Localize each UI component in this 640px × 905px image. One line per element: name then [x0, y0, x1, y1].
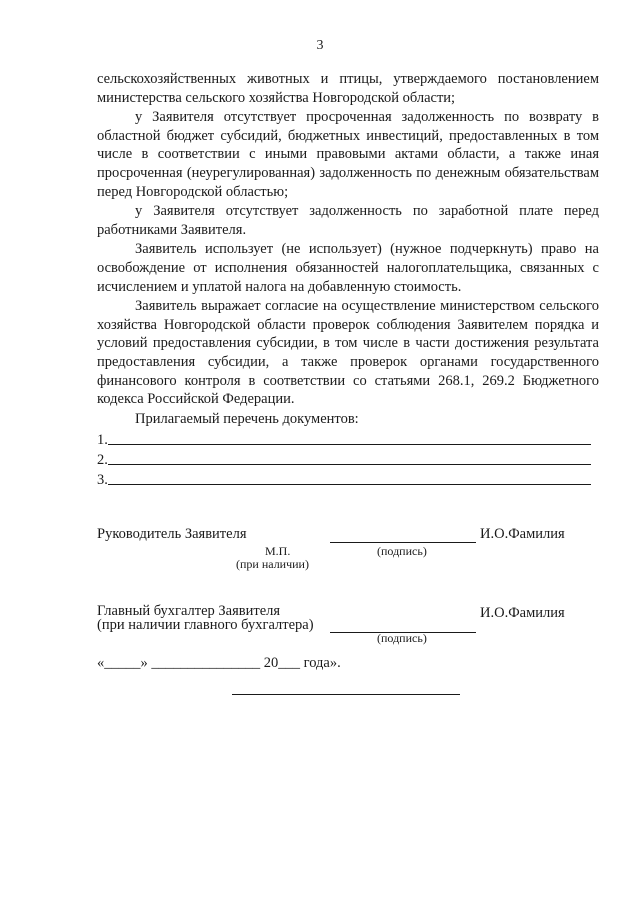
document-line-number: 1.: [97, 431, 108, 448]
accountant-name: И.О.Фамилия: [480, 605, 565, 621]
paragraph-no-overdue-debt: у Заявителя отсутствует просроченная задолженность по возврату в областной бюджет субсидий, бюджетных инвестиций, предоставленных в том числе в соответствии с иными правовыми актами области, а также иная просроченная (неурегулированная) задолженность по денежным обязательствам перед Новгородской областью;: [97, 109, 599, 200]
paragraph-no-salary-debt: у Заявителя отсутствует задолженность по заработной плате перед работниками Заявителя.: [97, 203, 599, 238]
document-line-2[interactable]: [97, 449, 599, 469]
accountant-title: Главный бухгалтер Заявителя: [97, 603, 281, 619]
document-line-1[interactable]: [97, 429, 599, 449]
document-line-number: 2.: [97, 451, 108, 468]
head-title: Руководитель Заявителя: [97, 526, 247, 542]
accountant-title-note: (при наличии главного бухгалтера): [97, 617, 314, 633]
attached-documents-list: [97, 429, 599, 489]
head-signature-caption: (подпись): [377, 544, 427, 558]
document-line-blank: [108, 444, 591, 445]
document-line-3[interactable]: [97, 469, 599, 489]
paragraph-attached-documents: Прилагаемый перечень документов:: [135, 410, 359, 427]
paragraph-vat-exemption: Заявитель использует (не использует) (нужное подчеркнуть) право на освобождение от исполнения обязанностей налогоплательщика, связанных с исчислением и уплатой налога на добавленную стоимость.: [97, 241, 599, 295]
document-line-number: 3.: [97, 471, 108, 488]
head-signature-line[interactable]: [330, 542, 476, 543]
paragraph-consent-inspections: Заявитель выражает согласие на осуществление министерством сельского хозяйства Новгородской области проверок соблюдения Заявителем порядка и условий предоставления субсидии, в том числе в части достижения результата предоставления субсидии, а также проверок органами государственного финансового контроля в соответствии со статьями 268.1, 269.2 Бюджетного кодекса Российской Федерации.: [97, 298, 599, 408]
document-line-blank: [108, 464, 591, 465]
stamp-note: (при наличии): [236, 557, 309, 571]
document-body: [97, 70, 599, 489]
paragraph-livestock: сельскохозяйственных животных и птицы, утверждаемого постановлением министерства сельского хозяйства Новгородской области;: [97, 71, 599, 106]
document-line-blank: [108, 484, 591, 485]
head-name: И.О.Фамилия: [480, 526, 565, 542]
accountant-signature-caption: (подпись): [377, 631, 427, 645]
closing-separator: [232, 694, 460, 695]
stamp-label: М.П.: [265, 544, 291, 558]
page-number: 3: [316, 38, 324, 53]
date-field[interactable]: «_____» _______________ 20___ года».: [97, 655, 341, 671]
